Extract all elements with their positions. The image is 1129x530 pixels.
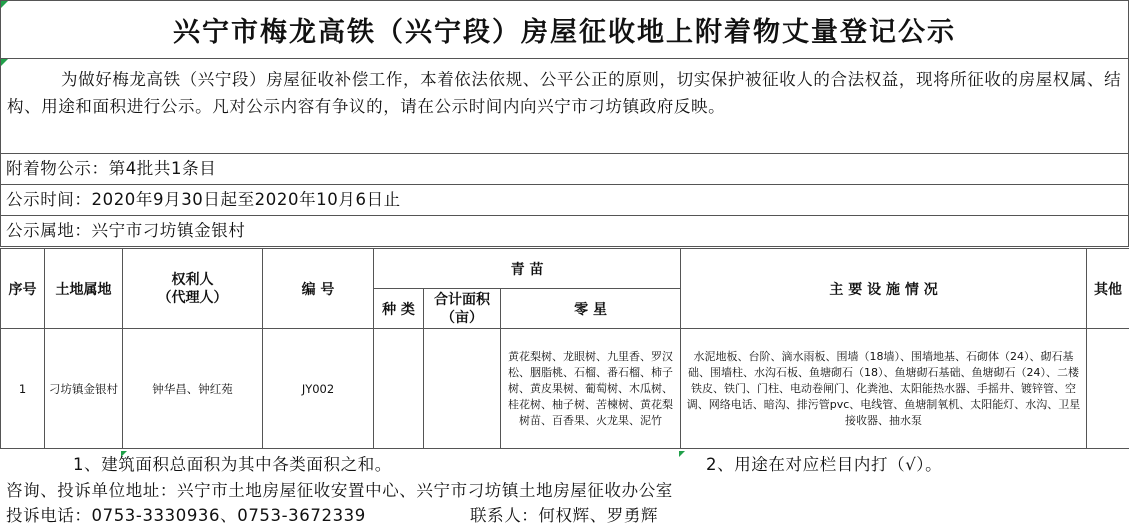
row-facilities: 水泥地板、台阶、滴水雨板、围墙（18墙）、围墙地基、石砌体（24）、砌石基础、围墙柱、水沟石板、鱼塘砌石（18）、鱼塘砌石基础、鱼塘砌石（24）、二楼铁皮、铁门、门柱、电动卷闸门、化粪池、太阳能热水器、手摇井、镀锌管、空调、网络电话、暗沟、排污管pvc、电线管、鱼塘制氧机、太阳能灯、水沟、卫星接收器、抽水泵 <box>681 329 1087 449</box>
row-other <box>1087 329 1129 449</box>
header-crop-area <box>424 289 501 329</box>
row-crop-type <box>374 329 424 449</box>
header-crop-area-line1: 合计面积 <box>434 291 490 308</box>
contact-phone: 投诉电话：0753-3330936、0753-3672339 <box>6 506 366 525</box>
intro-paragraph: 为做好梅龙高铁（兴宁段）房屋征收补偿工作，本着依法依规、公平公正的原则，切实保护被征收人的合法权益，现将所征收的房屋权属、结构、用途和面积进行公示。凡对公示内容有争议的，请在公示时间内向兴宁市刁坊镇政府反映。 <box>7 70 1122 116</box>
row-index: 1 <box>1 329 45 449</box>
header-index: 序号 <box>1 249 45 329</box>
header-code: 编 号 <box>263 249 374 329</box>
place-text: 公示属地：兴宁市刁坊镇金银村 <box>6 221 246 240</box>
cell-corner-marker <box>1 59 8 66</box>
cell-corner-marker <box>1 1 8 8</box>
notice-title-cell <box>0 0 1129 59</box>
contact-block <box>0 478 1129 530</box>
time-line <box>0 185 1129 216</box>
row-owner: 钟华昌、钟红苑 <box>123 329 263 449</box>
contact-address: 咨询、投诉单位地址：兴宁市土地房屋征收安置中心、兴宁市刁坊镇土地房屋征收办公室 <box>6 481 673 500</box>
place-line <box>0 216 1129 247</box>
header-crop-type: 种 类 <box>374 289 424 329</box>
header-land: 土地属地 <box>45 249 123 329</box>
header-scattered: 零 星 <box>501 289 681 329</box>
time-text: 公示时间：2020年9月30日起至2020年10月6日止 <box>6 190 401 209</box>
row-scattered: 黄花梨树、龙眼树、九里香、罗汉松、胭脂桃、石榴、番石榴、柿子树、黄皮果树、葡萄树、木瓜树、桂花树、柚子树、苦楝树、黄花梨树苗、百香果、火龙果、泥竹 <box>501 329 681 449</box>
registry-table <box>0 248 1129 449</box>
intro-cell <box>0 59 1129 154</box>
contact-person: 联系人：何权辉、罗勇辉 <box>470 506 659 525</box>
batch-line <box>0 154 1129 185</box>
page-title: 兴宁市梅龙高铁（兴宁段）房屋征收地上附着物丈量登记公示 <box>173 17 956 48</box>
note-area-sum: 1、建筑面积总面积为其中各类面积之和。 <box>73 455 392 474</box>
batch-text: 附着物公示：第4批共1条目 <box>6 159 217 178</box>
header-owner-line1: 权利人 <box>171 271 214 288</box>
header-crop-area-line2: （亩） <box>441 309 483 326</box>
table-header-row <box>1 249 1129 289</box>
header-facilities: 主 要 设 施 情 况 <box>681 249 1087 329</box>
row-land: 刁坊镇金银村 <box>45 329 123 449</box>
note-usage-tick: 2、用途在对应栏目内打（√）。 <box>706 455 943 474</box>
header-crops: 青 苗 <box>374 249 681 289</box>
row-crop-area <box>424 329 501 449</box>
row-code: JY002 <box>263 329 374 449</box>
contact-phone-row <box>6 503 1129 528</box>
notes-row <box>0 451 1129 477</box>
header-other: 其他 <box>1087 249 1129 329</box>
header-owner-line2: （代理人） <box>157 289 228 306</box>
cell-corner-marker <box>679 451 685 457</box>
table-row <box>1 329 1129 449</box>
header-owner <box>123 249 263 329</box>
